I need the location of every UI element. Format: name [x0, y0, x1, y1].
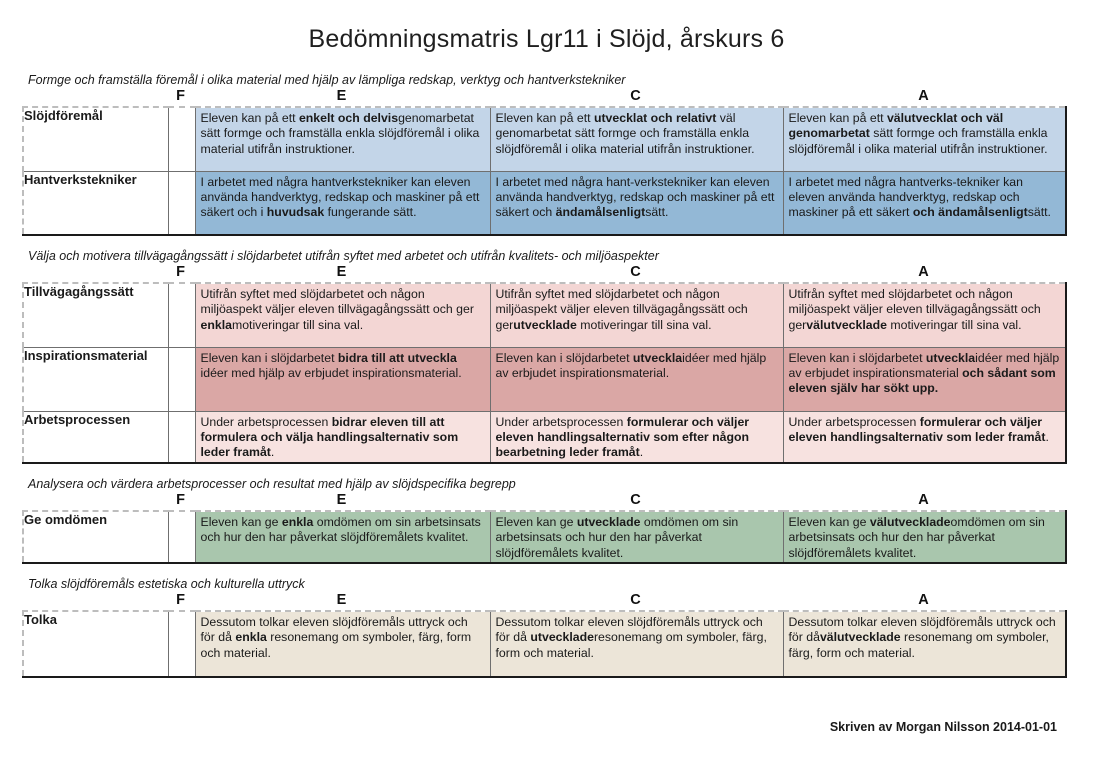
cell-c[interactable]: Eleven kan ge utvecklade omdömen om sin arbetsinsats och hur den har påverkat slöjdföremålets kvalitet.	[490, 511, 783, 563]
cell-c[interactable]: Utifrån syftet med slöjdarbetet och någon miljöaspekt väljer eleven tillvägagångssätt och gerutvecklade motiveringar till sina val.	[490, 283, 783, 347]
section-analysera-vardera	[0, 477, 1093, 564]
section-tolka	[0, 577, 1093, 678]
criterion-label: Tolka	[23, 611, 168, 677]
cell-a[interactable]: Eleven kan i slöjdarbetet utvecklaidéer med hjälp av erbjudet inspirationsmaterial och sådant som eleven själv har sökt upp.	[783, 347, 1066, 411]
cell-e[interactable]: I arbetet med några hantverkstekniker kan eleven använda handverktyg, redskap och maskiner på ett säkert och i huvudsak fungerande sätt.	[195, 171, 490, 235]
grade-header-f: F	[176, 264, 185, 280]
cell-a[interactable]: Under arbetsprocessen formulerar och väljer eleven handlingsalternativ som leder framåt.	[783, 411, 1066, 463]
cell-c[interactable]: Eleven kan på ett utvecklat och relativt väl genomarbetat sätt formge och framställa enkla slöjdföremål i olika material utifrån instruktioner.	[490, 107, 783, 171]
criterion-label: Inspirationsmaterial	[23, 347, 168, 411]
cell-f[interactable]	[168, 411, 195, 463]
cell-f[interactable]	[168, 611, 195, 677]
table-row	[23, 347, 1066, 411]
grade-header-row	[0, 493, 1093, 510]
grade-header-e: E	[336, 88, 347, 104]
cell-c[interactable]: Dessutom tolkar eleven slöjdföremåls uttryck och för då utveckladeresonemang om symboler, färg, form och material.	[490, 611, 783, 677]
criterion-label: Arbetsprocessen	[23, 411, 168, 463]
cell-e[interactable]: Utifrån syftet med slöjdarbetet och någon miljöaspekt väljer eleven tillvägagångssätt och ger enklamotiveringar till sina val.	[195, 283, 490, 347]
matrix-table-valja	[22, 282, 1067, 464]
cell-f[interactable]	[168, 107, 195, 171]
table-row	[23, 107, 1066, 171]
grade-header-e: E	[336, 592, 347, 608]
cell-a[interactable]: Utifrån syftet med slöjdarbetet och någon miljöaspekt väljer eleven tillvägagångssätt och gervälutvecklade motiveringar till sina val.	[783, 283, 1066, 347]
cell-a[interactable]: Eleven kan ge välutveckladeomdömen om sin arbetsinsats och hur den har påverkat slöjdföremålets kvalitet.	[783, 511, 1066, 563]
grade-header-spacer	[22, 493, 167, 510]
cell-e[interactable]: Eleven kan på ett enkelt och delvisgenomarbetat sätt formge och framställa enkla slöjdföremål i olika material utifrån instruktioner.	[195, 107, 490, 171]
cell-f[interactable]	[168, 283, 195, 347]
cell-e[interactable]: Eleven kan i slöjdarbetet bidra till att utveckla idéer med hjälp av erbjudet inspirationsmaterial.	[195, 347, 490, 411]
grade-header-a: A	[918, 264, 929, 280]
section-heading: Formge och framställa föremål i olika material med hjälp av lämpliga redskap, verktyg och hantverkstekniker	[28, 73, 626, 87]
table-row	[23, 171, 1066, 235]
criterion-label: Ge omdömen	[23, 511, 168, 563]
grade-header-row	[0, 265, 1093, 282]
cell-e[interactable]: Under arbetsprocessen bidrar eleven till att formulera och välja handlingsalternativ som leder framåt.	[195, 411, 490, 463]
grade-header-c: C	[630, 88, 641, 104]
grade-header-a: A	[918, 592, 929, 608]
grade-header-spacer	[22, 265, 167, 282]
grade-header-spacer	[22, 593, 167, 610]
matrix-table-formge	[22, 106, 1067, 236]
page-title: Bedömningsmatris Lgr11 i Slöjd, årskurs 6	[308, 25, 785, 53]
grade-header-f: F	[176, 492, 185, 508]
criterion-label: Tillvägagångssätt	[23, 283, 168, 347]
section-heading: Välja och motivera tillvägagångssätt i slöjdarbetet utifrån syftet med arbetet och utifrån kvalitets- och miljöaspekter	[28, 249, 659, 263]
section-formge	[0, 73, 1093, 236]
cell-c[interactable]: Under arbetsprocessen formulerar och väljer eleven handlingsalternativ som efter någon bearbetning leder framåt.	[490, 411, 783, 463]
cell-c[interactable]: I arbetet med några hant-verkstekniker kan eleven använda handverktyg, redskap och maskiner på ett säkert och ändamålsenligtsätt.	[490, 171, 783, 235]
grade-header-a: A	[918, 88, 929, 104]
section-heading: Analysera och värdera arbetsprocesser och resultat med hjälp av slöjdspecifika begrepp	[28, 477, 516, 491]
matrix-table-analysera	[22, 510, 1067, 564]
section-heading: Tolka slöjdföremåls estetiska och kulturella uttryck	[28, 577, 305, 591]
grade-header-c: C	[630, 492, 641, 508]
matrix-table-tolka	[22, 610, 1067, 678]
cell-e[interactable]: Dessutom tolkar eleven slöjdföremåls uttryck och för då enkla resonemang om symboler, färg, form och material.	[195, 611, 490, 677]
cell-e[interactable]: Eleven kan ge enkla omdömen om sin arbetsinsats och hur den har påverkat slöjdföremålets kvalitet.	[195, 511, 490, 563]
footer-author: Skriven av Morgan Nilsson 2014-01-01	[829, 720, 1057, 734]
table-row	[23, 411, 1066, 463]
criterion-label: Slöjdföremål	[23, 107, 168, 171]
grade-header-e: E	[336, 492, 347, 508]
grade-header-a: A	[918, 492, 929, 508]
cell-f[interactable]	[168, 347, 195, 411]
table-row	[23, 283, 1066, 347]
grade-header-f: F	[176, 592, 185, 608]
grade-header-f: F	[176, 88, 185, 104]
grade-header-spacer	[22, 89, 167, 106]
cell-f[interactable]	[168, 511, 195, 563]
grade-header-c: C	[630, 592, 641, 608]
table-row	[23, 511, 1066, 563]
grade-header-row	[0, 593, 1093, 610]
table-row	[23, 611, 1066, 677]
cell-a[interactable]: Eleven kan på ett välutvecklat och väl genomarbetat sätt formge och framställa enkla slöjdföremål i olika material utifrån instruktioner.	[783, 107, 1066, 171]
cell-f[interactable]	[168, 171, 195, 235]
cell-a[interactable]: I arbetet med några hantverks-tekniker kan eleven använda handverktyg, redskap och maskiner på ett säkert och ändamålsenligtsätt.	[783, 171, 1066, 235]
criterion-label: Hantverkstekniker	[23, 171, 168, 235]
grade-header-row	[0, 89, 1093, 106]
grade-header-e: E	[336, 264, 347, 280]
grade-header-c: C	[630, 264, 641, 280]
cell-a[interactable]: Dessutom tolkar eleven slöjdföremåls uttryck och för dåvälutvecklade resonemang om symboler, färg, form och material.	[783, 611, 1066, 677]
cell-c[interactable]: Eleven kan i slöjdarbetet utvecklaidéer med hjälp av erbjudet inspirationsmaterial.	[490, 347, 783, 411]
section-valja-motivera	[0, 249, 1093, 464]
